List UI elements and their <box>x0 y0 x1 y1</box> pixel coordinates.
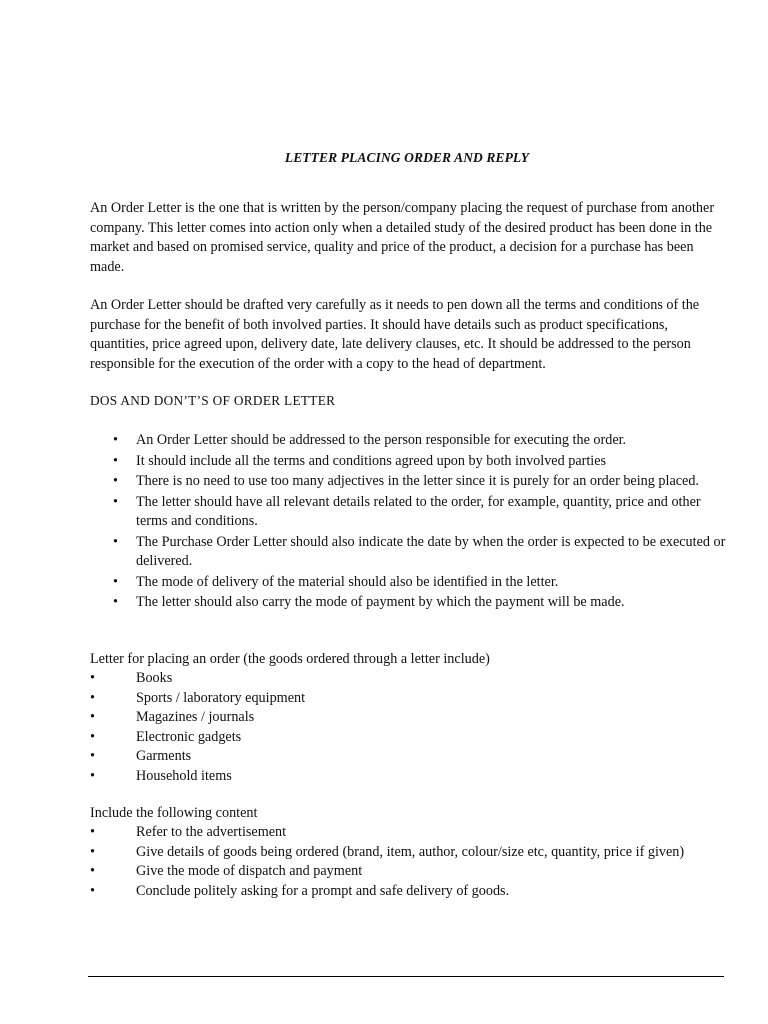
list-item-text: Sports / laboratory equipment <box>136 689 306 706</box>
list-item <box>90 747 750 767</box>
list-item <box>90 882 750 902</box>
bullet-icon: • <box>113 594 118 610</box>
bullet-icon: • <box>90 670 95 686</box>
dos-donts-heading: DOS AND DON’T’S OF ORDER LETTER <box>90 393 336 408</box>
list-item-text: The Purchase Order Letter should also indicate the date by when the order is expected to be executed or delivered. <box>136 533 726 569</box>
list-item <box>90 669 750 689</box>
dos-donts-list <box>113 431 733 614</box>
list-item-text: Give the mode of dispatch and payment <box>136 863 363 879</box>
goods-intro: Letter for placing an order (the goods ordered through a letter include) <box>90 651 490 667</box>
bullet-icon: • <box>113 493 118 510</box>
footer-divider <box>88 976 724 977</box>
bullet-icon: • <box>90 709 95 725</box>
bullet-icon: • <box>90 748 95 764</box>
list-item-text: The letter should also carry the mode of payment by which the payment will be made. <box>136 594 625 610</box>
intro-paragraph: An Order Letter is the one that is written by the person/company placing the request of purchase from another company. This letter comes into action only when a detailed study of the desired product has been done in the market and based on promised service, quality and price of the product, a decision for a purchase has been made. <box>90 200 715 275</box>
list-item-text: Books <box>136 670 173 686</box>
bullet-icon: • <box>113 432 118 448</box>
list-item-text: There is no need to use too many adjectives in the letter since it is purely for an order being placed. <box>136 473 699 489</box>
bullet-icon: • <box>90 767 95 784</box>
list-item-text: Garments <box>136 748 192 764</box>
bullet-icon: • <box>90 882 95 899</box>
list-item <box>113 431 733 451</box>
bullet-icon: • <box>90 863 95 879</box>
list-item <box>90 708 750 728</box>
document-title: LETTER PLACING ORDER AND REPLY <box>284 150 530 165</box>
list-item <box>90 728 750 748</box>
bullet-icon: • <box>113 473 118 489</box>
list-item-text: Give details of goods being ordered (brand, item, author, colour/size etc, quantity, price if given) <box>136 843 685 860</box>
bullet-icon: • <box>90 689 95 706</box>
list-item-text: It should include all the terms and conditions agreed upon by both involved parties <box>136 452 607 469</box>
list-item <box>113 533 733 572</box>
bullet-icon: • <box>90 843 95 860</box>
list-item-text: The letter should have all relevant details related to the order, for example, quantity, price and other terms and conditions. <box>136 493 701 529</box>
list-item <box>90 862 750 882</box>
list-item <box>90 689 750 709</box>
goods-list <box>90 669 750 786</box>
bullet-icon: • <box>90 824 95 840</box>
list-item <box>113 452 733 472</box>
bullet-icon: • <box>113 533 118 550</box>
list-item-text: Electronic gadgets <box>136 728 242 745</box>
content-list <box>90 823 750 901</box>
list-item-text: The mode of delivery of the material should also be identified in the letter. <box>136 573 559 590</box>
list-item-text: Refer to the advertisement <box>136 824 287 840</box>
list-item-text: An Order Letter should be addressed to the person responsible for executing the order. <box>136 432 627 448</box>
drafting-paragraph: An Order Letter should be drafted very carefully as it needs to pen down all the terms and conditions of the purchase for the benefit of both involved parties. It should have details such as product specifications, quantities, price agreed upon, delivery date, late delivery clauses, etc. It should be addressed to the person responsible for the execution of the order with a copy to the head of department. <box>90 297 700 372</box>
bullet-icon: • <box>113 452 118 469</box>
list-item <box>90 843 750 863</box>
list-item-text: Magazines / journals <box>136 709 255 725</box>
list-item <box>113 493 733 532</box>
list-item <box>90 823 750 843</box>
list-item <box>113 593 733 613</box>
content-intro: Include the following content <box>90 805 258 821</box>
list-item <box>113 573 733 593</box>
list-item-text: Household items <box>136 767 232 784</box>
bullet-icon: • <box>90 728 95 745</box>
list-item <box>113 472 733 492</box>
bullet-icon: • <box>113 573 118 590</box>
list-item <box>90 767 750 787</box>
list-item-text: Conclude politely asking for a prompt and safe delivery of goods. <box>136 882 510 899</box>
